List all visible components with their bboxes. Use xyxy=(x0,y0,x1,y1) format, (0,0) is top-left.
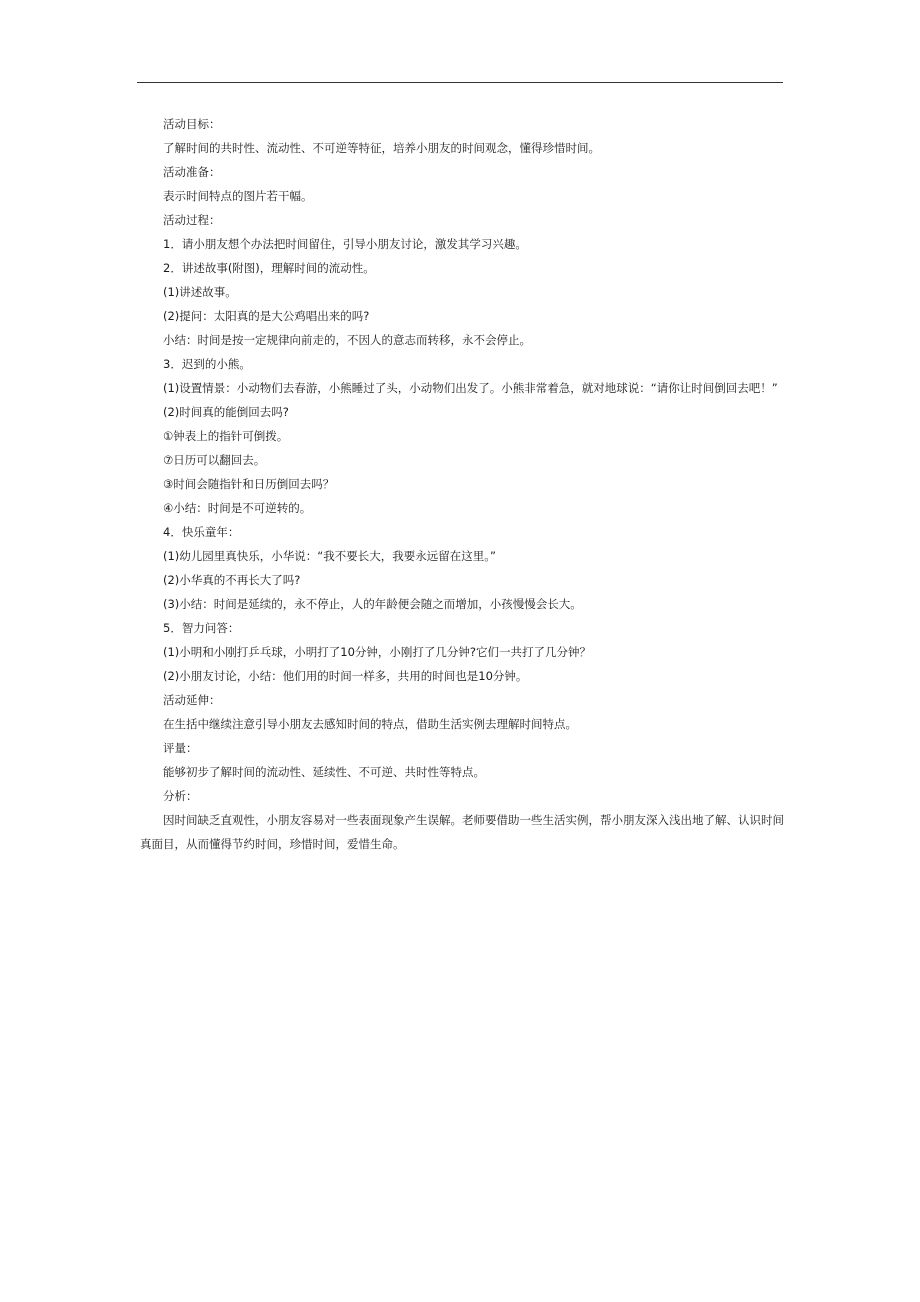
process-step-3-subitem-3: ③时间会随指针和日历倒回去吗？ xyxy=(163,477,335,491)
heading-analysis: 分析： xyxy=(163,789,198,803)
process-step-3-subitem-4: ④小结：时间是不可逆转的。 xyxy=(163,501,312,515)
process-step-4: 4．快乐童年： xyxy=(163,525,240,539)
paragraph-goal-text: 了解时间的共时性、流动性、不可逆等特征，培养小朋友的时间观念，懂得珍惜时间。 xyxy=(163,141,600,155)
heading-activity-preparation: 活动准备： xyxy=(163,165,221,179)
heading-activity-process: 活动过程： xyxy=(163,213,221,227)
heading-activity-extension: 活动延伸： xyxy=(163,693,221,707)
paragraph-analysis-text: 因时间缺乏直观性，小朋友容易对一些表面现象产生误解。老师要借助一些生活实例，帮小朋友深入浅出地了解、认识时间真面目，从而懂得节约时间，珍惜时间，爱惜生命。 xyxy=(140,813,784,851)
process-step-3-subitem-1: ①钟表上的指针可倒拨。 xyxy=(163,429,289,443)
paragraph-extension-text: 在生括中继续注意引导小朋友去感知时间的特点，借助生活实例去理解时间特点。 xyxy=(163,717,577,731)
paragraph-preparation-text: 表示时间特点的图片若干幅。 xyxy=(163,189,313,203)
process-step-3: 3．迟到的小熊。 xyxy=(163,357,251,371)
heading-assessment: 评量： xyxy=(163,741,198,755)
process-step-4-item-2: (2)小华真的不再长大了吗? xyxy=(163,573,301,587)
process-step-2-item-2: (2)提问：太阳真的是大公鸡唱出来的吗? xyxy=(163,309,370,323)
process-step-2-summary: 小结：时间是按一定规律向前走的，不因人的意志而转移，永不会停止。 xyxy=(163,333,531,347)
process-step-4-item-1: (1)幼儿园里真快乐，小华说：“我不要长大，我要永远留在这里。” xyxy=(163,549,496,563)
heading-activity-goal: 活动目标： xyxy=(163,117,221,131)
process-step-2-item-1: (1)讲述故事。 xyxy=(163,285,237,299)
process-step-3-item-1: (1)设置情景：小动物们去春游，小熊睡过了头，小动物们出发了。小熊非常着急，就对地球说：“请你让时间倒回去吧！” xyxy=(163,381,778,395)
process-step-2: 2．讲述故事(附图)，理解时间的流动性。 xyxy=(163,261,375,275)
process-step-5: 5．智力问答： xyxy=(163,621,240,635)
process-step-4-item-3: (3)小结：时间是延续的，永不停止，人的年龄便会随之而增加，小孩慢慢会长大。 xyxy=(163,597,582,611)
process-step-1: 1．请小朋友想个办法把时间留住，引导小朋友讨论，激发其学习兴趣。 xyxy=(163,237,527,251)
process-step-3-item-2: (2)时间真的能倒回去吗? xyxy=(163,405,289,419)
process-step-3-subitem-2: ⑦日历可以翻回去。 xyxy=(163,453,266,467)
process-step-5-item-2: (2)小朋友讨论，小结：他们用的时间一样多，共用的时间也是10分钟。 xyxy=(163,669,528,683)
process-step-5-item-1: (1)小明和小刚打乒乓球，小明打了10分钟，小刚打了几分钟?它们一共打了几分钟？ xyxy=(163,645,592,659)
document-body xyxy=(140,112,790,856)
paragraph-assessment-text: 能够初步了解时间的流动性、延续性、不可逆、共时性等特点。 xyxy=(163,765,485,779)
header-rule xyxy=(137,82,783,83)
